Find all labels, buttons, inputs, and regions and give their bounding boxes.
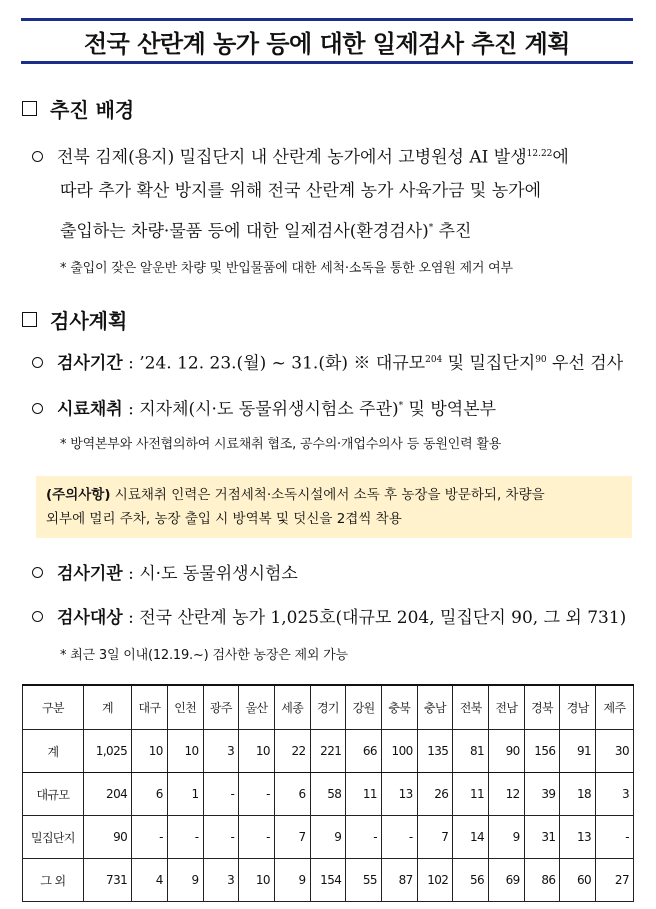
table-cell: 10 [239,730,275,773]
table-cell: 9 [310,816,346,859]
table-cell: 86 [524,859,560,902]
table-cell: 18 [560,773,596,816]
circle-bullet-icon [32,567,43,578]
table-row [23,773,634,816]
table-cell: 69 [489,859,525,902]
table-cell: - [132,816,168,859]
header-cell: 경남 [560,685,596,730]
caution-line1 [46,483,622,507]
background-note: * 출입이 잦은 알운반 차량 및 반입물품에 대한 세척·소독을 통한 오염원 제거 여부 [60,261,513,276]
header-cell: 경북 [524,685,560,730]
target-table [22,684,634,902]
header-cell: 인천 [167,685,203,730]
table-cell: - [203,773,239,816]
sample-line [32,394,496,422]
sample-sup: * [398,401,404,411]
header-cell: 구분 [23,685,84,730]
header-cell: 충북 [381,685,417,730]
header-cell: 광주 [203,685,239,730]
section-title: 추진 배경 [50,98,135,122]
table-cell: - [239,816,275,859]
header-cell: 제주 [596,685,634,730]
circle-bullet-icon [32,357,43,368]
target-text: : 전국 산란계 농가 1,025호(대규모 204, 밀집단지 90, 그 외 731) [122,608,627,628]
title-box [21,18,633,64]
table-cell: 10 [239,859,275,902]
caution-box [36,476,632,538]
section-heading-background [22,94,134,123]
circle-bullet-icon [32,151,43,162]
table-cell: 66 [346,730,382,773]
target-line [32,606,626,630]
background-line3 [60,216,471,244]
background-bullet-line1 [32,142,569,170]
table-cell: - [239,773,275,816]
header-cell: 전남 [489,685,525,730]
sample-note: * 방역본부와 사전협의하여 시료채취 협조, 공수의·개업수의사 등 동원인력 활용 [60,437,502,452]
sample-label: 시료채취 [57,399,123,420]
table-cell: 9 [274,859,310,902]
table-cell: 90 [489,730,525,773]
table-cell: - [203,816,239,859]
table-cell: 60 [560,859,596,902]
caution-label: (주의사항) [46,487,111,503]
header-cell: 계 [83,685,131,730]
table-row [23,730,634,773]
line3-text: 출입하는 차량·물품 등에 대한 일제검사(환경검사) [60,221,429,242]
table-cell: 3 [596,773,634,816]
header-cell: 전북 [453,685,489,730]
table-cell: 135 [417,730,453,773]
table-cell: 31 [524,816,560,859]
table-cell: 7 [274,816,310,859]
sample-text2: 및 방역본부 [403,399,497,420]
table-cell: 3 [203,859,239,902]
table-cell: 55 [346,859,382,902]
table-cell: 4 [132,859,168,902]
table-cell: 30 [596,730,634,773]
period-text2: 및 밀집단지 [442,353,536,374]
row-header: 밀집단지 [23,816,84,859]
table-cell: 9 [489,816,525,859]
table-cell: 7 [417,816,453,859]
table-cell: 9 [167,859,203,902]
line3-text-end: 추진 [433,221,472,242]
caution-text1: 시료채취 인력은 거점세척·소독시설에서 소독 후 농장을 방문하되, 차량을 [110,487,545,503]
table-cell: 221 [310,730,346,773]
square-bullet-icon [22,101,37,116]
table-cell: 12 [489,773,525,816]
table-cell: 1,025 [83,730,131,773]
table-cell: 58 [310,773,346,816]
line3-sup: * [428,223,434,233]
document-title: 전국 산란계 농가 등에 대한 일제검사 추진 계획 [84,29,570,58]
table-cell: 14 [453,816,489,859]
section-heading-plan [22,305,127,334]
period-sup1: 204 [425,355,443,365]
bullet-text-end: 에 [552,147,569,168]
table-cell: 11 [453,773,489,816]
table-cell: 26 [417,773,453,816]
period-text3: 우선 검사 [546,353,624,374]
table-cell: 91 [560,730,596,773]
header-cell: 강원 [346,685,382,730]
agency-line [32,562,298,586]
header-cell: 세종 [274,685,310,730]
table-cell: 154 [310,859,346,902]
table-header-row [23,685,634,730]
header-cell: 충남 [417,685,453,730]
table-row [23,859,634,902]
square-bullet-icon [22,312,37,327]
table-cell: 1 [167,773,203,816]
table-row [23,816,634,859]
header-cell: 경기 [310,685,346,730]
table-cell: 10 [167,730,203,773]
table-cell: 56 [453,859,489,902]
table-cell: 11 [346,773,382,816]
table-cell: - [381,816,417,859]
table-cell: 22 [274,730,310,773]
table-cell: 3 [203,730,239,773]
period-line [32,348,623,376]
table-cell: 102 [417,859,453,902]
table-cell: - [346,816,382,859]
caution-line2: 외부에 멀리 주차, 농장 출입 시 방역복 및 덧신을 2겹씩 착용 [46,511,402,527]
table-cell: 204 [83,773,131,816]
table-cell: 90 [83,816,131,859]
header-cell: 울산 [239,685,275,730]
period-label: 검사기간 [57,353,123,374]
background-line2: 따라 추가 확산 방지를 위해 전국 산란계 농가 사육가금 및 농가에 [60,181,542,201]
table-cell: 6 [132,773,168,816]
sample-text: : 지자체(시·도 동물위생시험소 주관) [122,399,399,420]
table-cell: 731 [83,859,131,902]
row-header: 대규모 [23,773,84,816]
period-text: : ’24. 12. 23.(월) ~ 31.(화) ※ 대규모 [122,353,426,374]
table-cell: 10 [132,730,168,773]
table-cell: 81 [453,730,489,773]
target-note: * 최근 3일 이내(12.19.~) 검사한 농장은 제외 가능 [60,648,348,663]
table-cell: 100 [381,730,417,773]
header-cell: 대구 [132,685,168,730]
circle-bullet-icon [32,611,43,622]
circle-bullet-icon [32,403,43,414]
table-cell: - [596,816,634,859]
table-cell: 87 [381,859,417,902]
table-cell: 156 [524,730,560,773]
table-cell: 13 [560,816,596,859]
row-header: 그 외 [23,859,84,902]
row-header: 계 [23,730,84,773]
bullet-text: 전북 김제(용지) 밀집단지 내 산란계 농가에서 고병원성 AI 발생 [57,147,527,168]
table-cell: 27 [596,859,634,902]
table-cell: 39 [524,773,560,816]
target-label: 검사대상 [57,608,123,628]
period-sup2: 90 [535,355,547,365]
section-title: 검사계획 [50,309,128,333]
footnote-sup: 12.22 [526,149,553,159]
table-cell: 13 [381,773,417,816]
table-cell: 6 [274,773,310,816]
agency-text: : 시·도 동물위생시험소 [122,564,298,584]
agency-label: 검사기관 [57,564,123,584]
table-cell: - [167,816,203,859]
